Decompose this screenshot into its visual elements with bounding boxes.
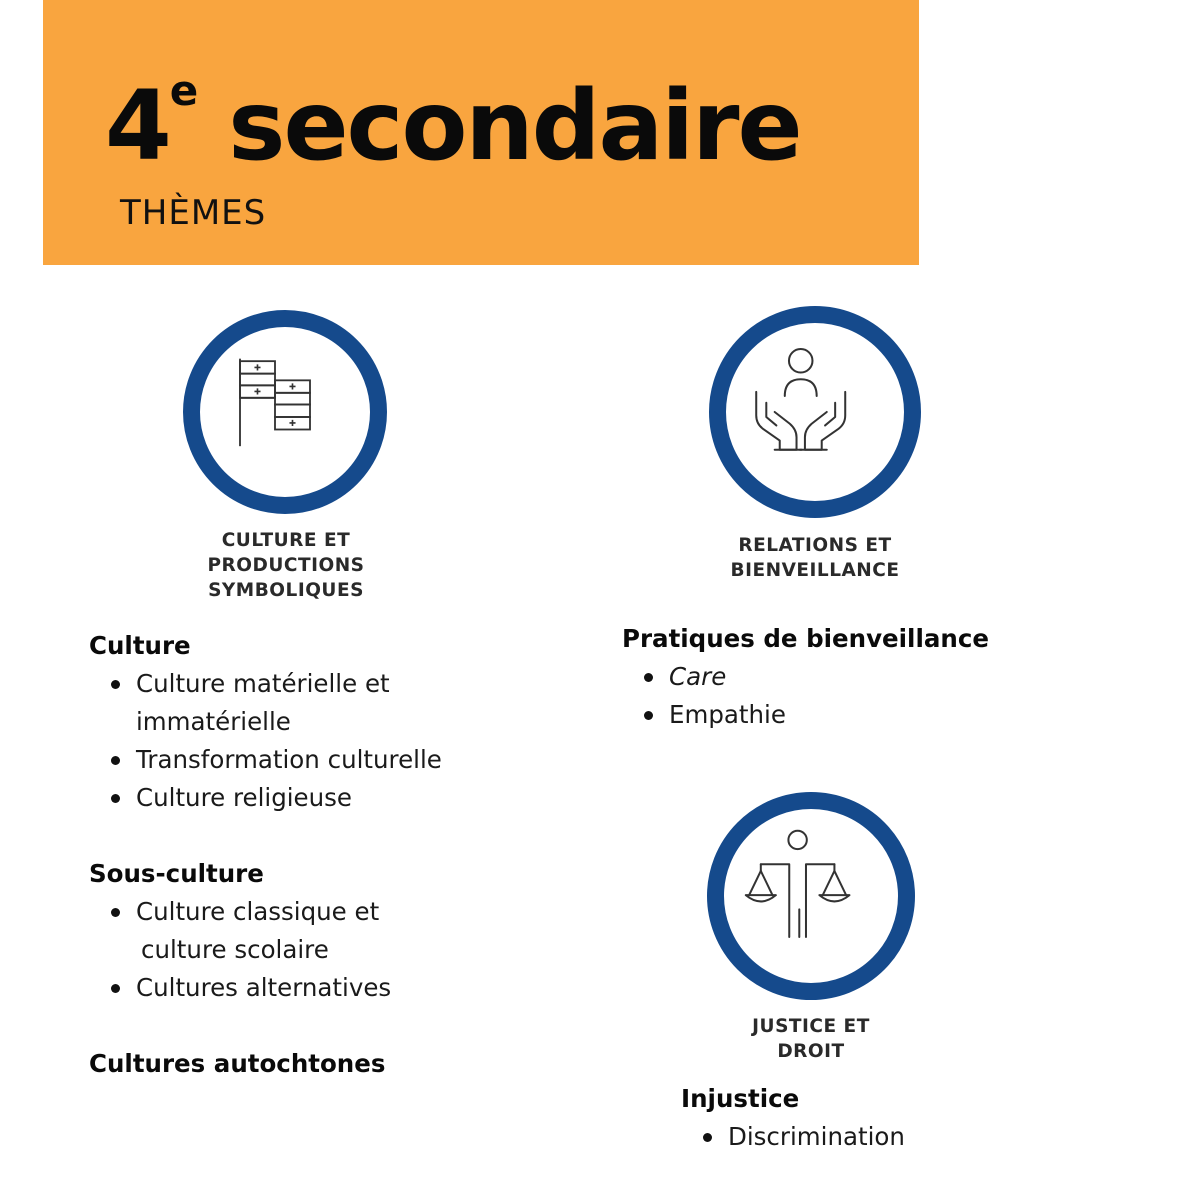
list-item: Transformation culturelle xyxy=(89,741,569,779)
culture-list xyxy=(89,665,569,817)
relations-list xyxy=(622,658,1042,734)
section-heading-pratiques: Pratiques de bienveillance xyxy=(622,624,989,653)
list-item: Empathie xyxy=(622,696,1042,734)
page-title: 4e secondaire xyxy=(105,66,801,182)
svg-text:✚: ✚ xyxy=(254,362,261,373)
culture-content xyxy=(89,627,569,1083)
list-item: Care xyxy=(622,658,1042,696)
list-item: Culture classique et culture scolaire xyxy=(89,893,569,969)
culture-theme-badge xyxy=(183,310,387,514)
section-heading-cultures-autochtones: Cultures autochtones xyxy=(89,1049,386,1078)
svg-text:✚: ✚ xyxy=(289,418,296,429)
section-heading-injustice: Injustice xyxy=(681,1084,800,1113)
list-item: Cultures alternatives xyxy=(89,969,569,1007)
list-item: Culture matérielle et immatérielle xyxy=(89,665,569,741)
page-subtitle: THÈMES xyxy=(120,193,267,233)
svg-text:✚: ✚ xyxy=(254,386,261,397)
list-item: Discrimination xyxy=(681,1118,1081,1156)
list-item: Culture religieuse xyxy=(89,779,569,817)
sous-culture-list xyxy=(89,893,569,1007)
relations-content xyxy=(622,620,1042,734)
scales-justice-icon xyxy=(724,809,898,983)
justice-list xyxy=(681,1118,1081,1156)
section-heading-culture: Culture xyxy=(89,631,191,660)
svg-text:✚: ✚ xyxy=(289,381,296,392)
justice-theme-badge xyxy=(707,792,915,1000)
justice-theme-title: JUSTICE ET DROIT xyxy=(752,1016,870,1062)
flags-icon xyxy=(200,327,370,497)
relations-theme-badge xyxy=(709,306,921,518)
relations-theme-title: RELATIONS ET BIENVEILLANCE xyxy=(730,535,900,581)
justice-content xyxy=(681,1080,1081,1156)
section-heading-sous-culture: Sous-culture xyxy=(89,859,264,888)
hands-person-icon xyxy=(726,323,904,501)
culture-theme-title: CULTURE ET PRODUCTIONS SYMBOLIQUES xyxy=(207,530,365,601)
